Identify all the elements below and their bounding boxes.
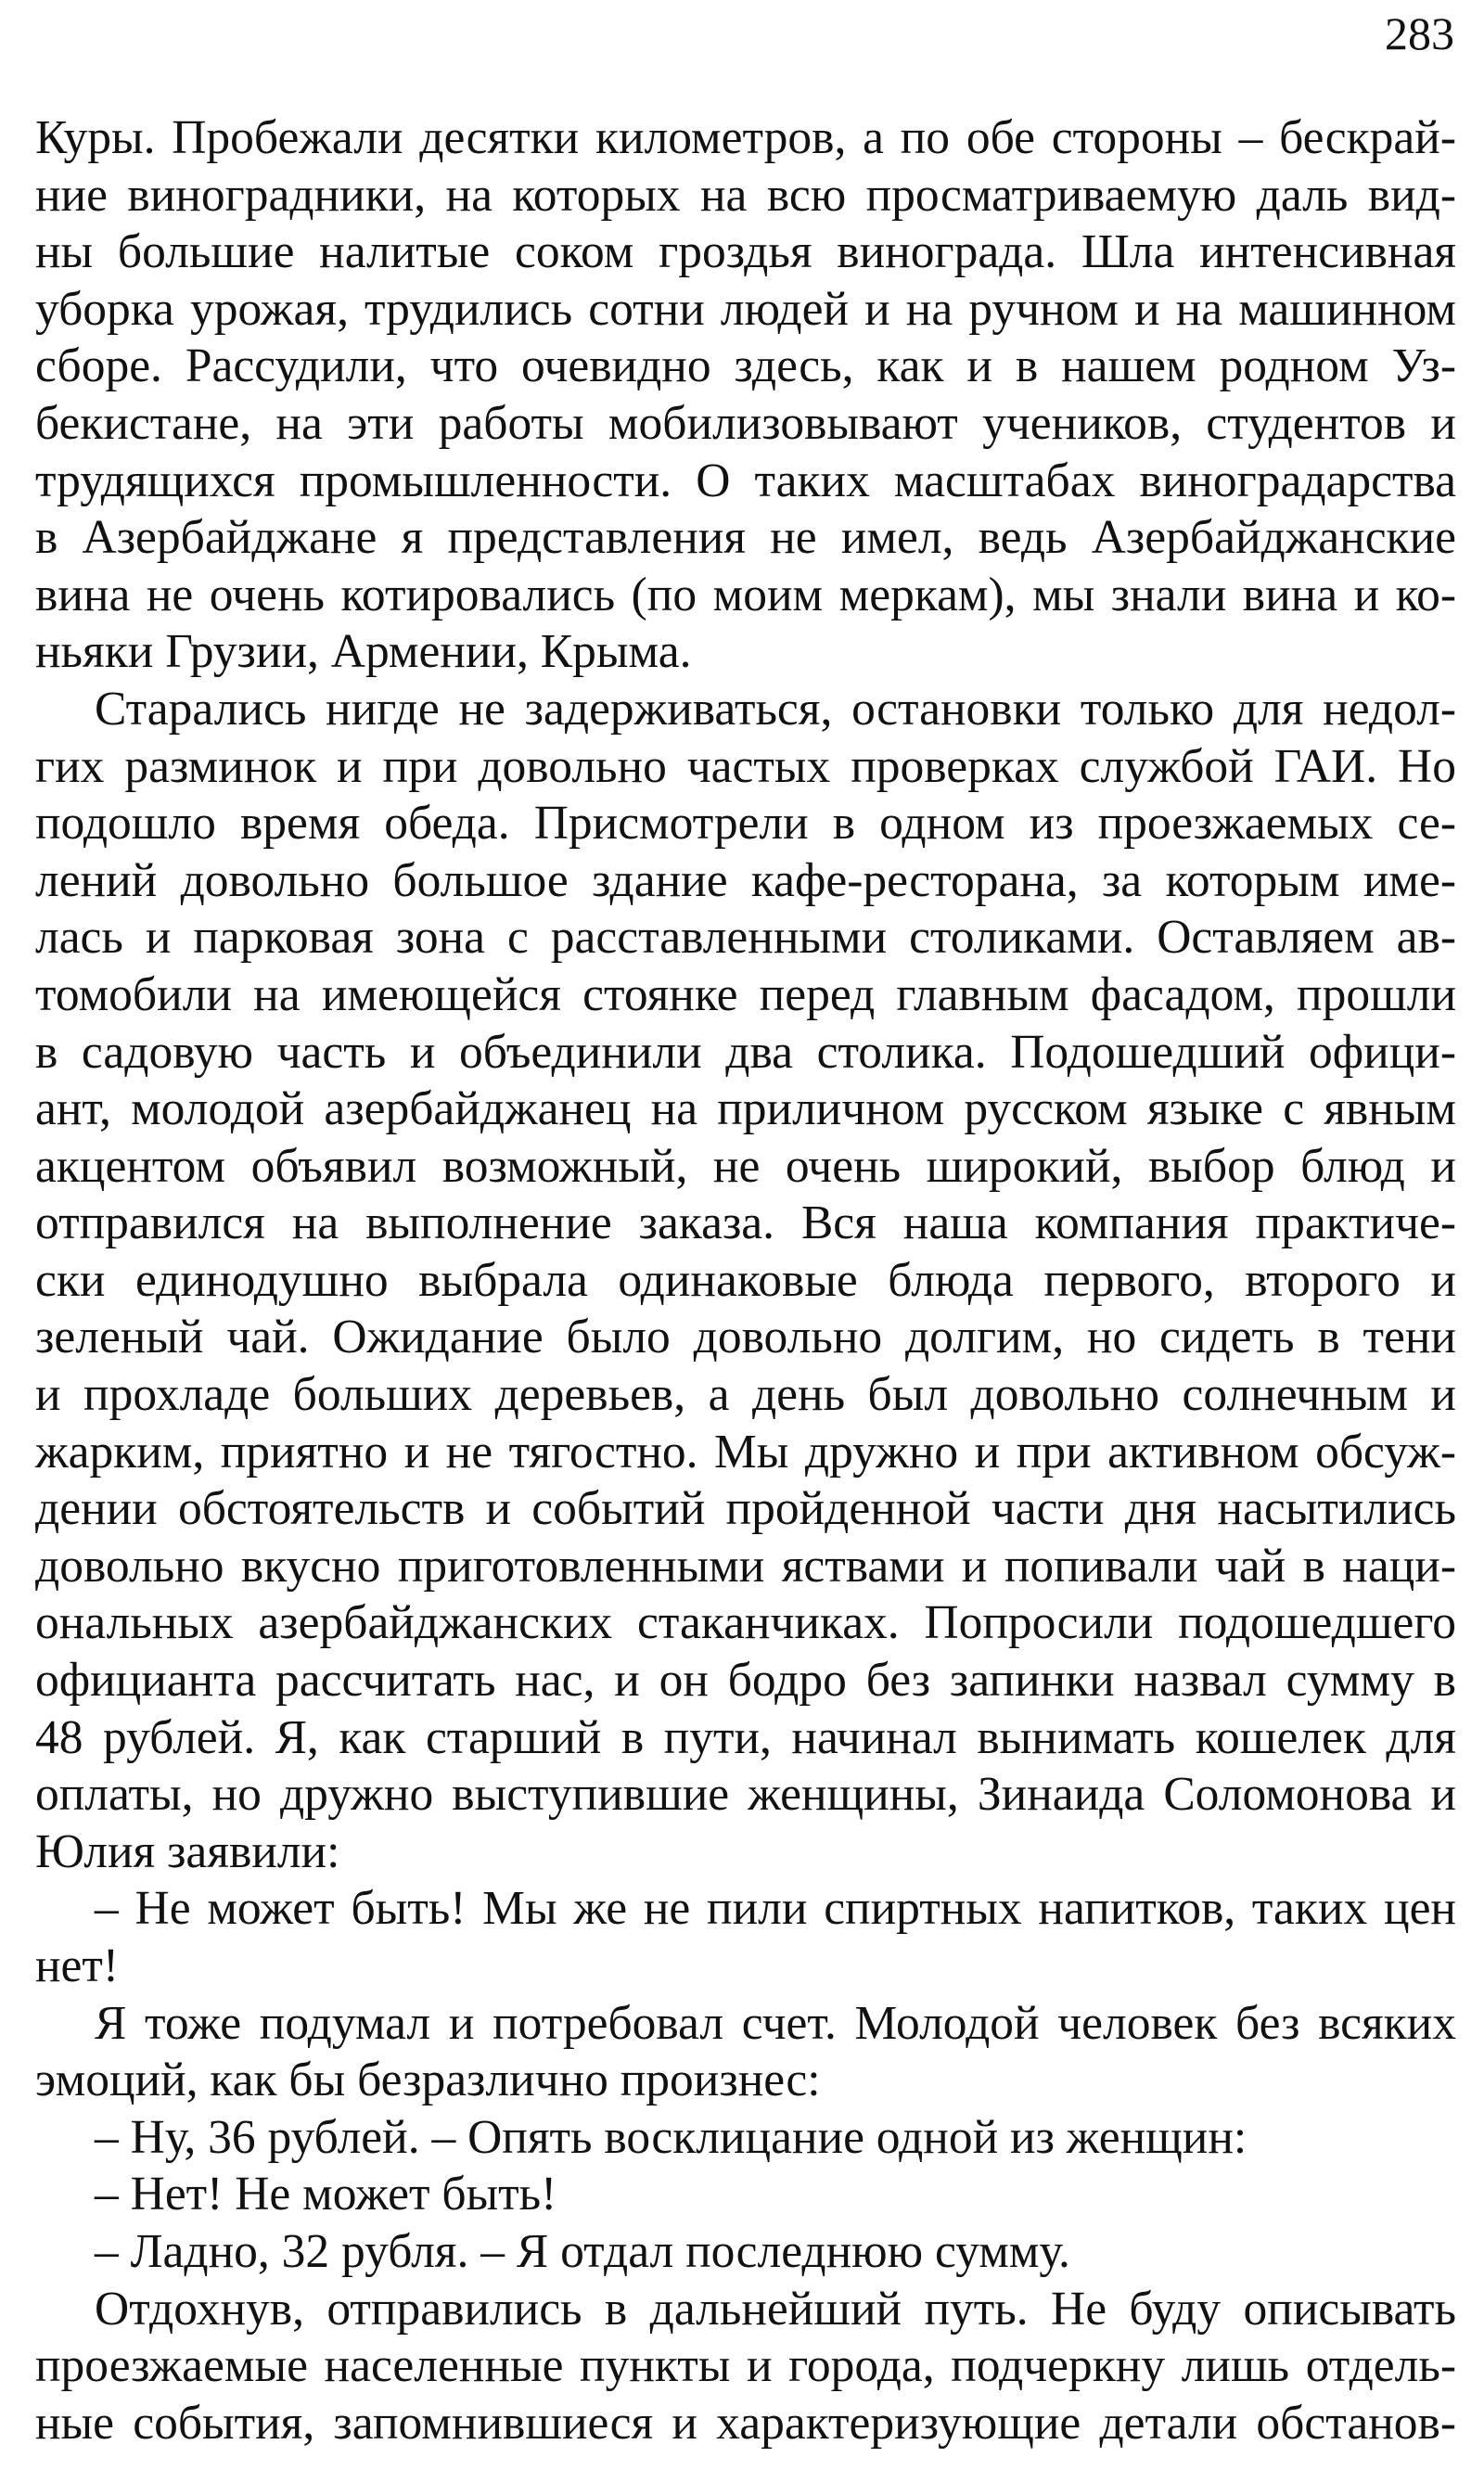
text-line: официанта рассчитать нас, и он бодро без запинки назвал сумму в xyxy=(35,1654,1456,1708)
page-number: 283 xyxy=(1385,7,1454,59)
text-line: и прохладе больших деревьев, а день был довольно солнечным и xyxy=(35,1368,1456,1422)
paragraph-start-line: Старались нигде не задерживаться, остановки только для недол- xyxy=(95,682,1456,736)
paragraph-start-line: Отдохнув, отправились в дальнейший путь. Не буду описывать xyxy=(95,2282,1456,2336)
text-line: нет! xyxy=(35,1939,120,1992)
text-line: ант, молодой азербайджанец на приличном русском языке с явным xyxy=(35,1082,1456,1136)
text-line: в Азербайджане я представления не имел, ведь Азербайджанские xyxy=(35,511,1456,565)
text-line: довольно вкусно приготовленными яствами и попивали чай в наци- xyxy=(35,1539,1456,1593)
text-line: в садовую часть и объединили два столика. Подошедший офици- xyxy=(35,1025,1456,1079)
text-line: бекистане, на эти работы мобилизовывают учеников, студентов и xyxy=(35,396,1456,450)
text-line: ние виноградники, на которых на всю просматриваемую даль вид- xyxy=(35,168,1456,222)
text-line: проезжаемые населенные пункты и города, подчеркну лишь отдель- xyxy=(35,2339,1456,2393)
paragraph-start-line: Я тоже подумал и потребовал счет. Молодой человек без всяких xyxy=(95,1996,1456,2050)
text-line: гих разминок и при довольно частых проверках службой ГАИ. Но xyxy=(35,739,1456,793)
dialogue-line: – Ладно, 32 рубля. – Я отдал последнюю сумму. xyxy=(95,2224,1070,2278)
text-line: ски единодушно выбрала одинаковые блюда первого, второго и xyxy=(35,1253,1456,1307)
text-line: подошло время обеда. Присмотрели в одном из проезжаемых се- xyxy=(35,797,1456,851)
text-line: вина не очень котировались (по моим меркам), мы знали вина и ко- xyxy=(35,568,1456,621)
body-text xyxy=(35,109,1456,2451)
text-line: Юлия заявили: xyxy=(35,1824,340,1878)
text-line: томобили на имеющейся стоянке перед главным фасадом, прошли xyxy=(35,967,1456,1021)
text-line: ньяки Грузии, Армении, Крыма. xyxy=(35,625,692,679)
text-line: ональных азербайджанских стаканчиках. Попросили подошедшего xyxy=(35,1596,1456,1650)
text-line: зеленый чай. Ожидание было довольно долгим, но сидеть в тени xyxy=(35,1311,1456,1364)
text-line: ные события, запомнившиеся и характеризующие детали обстанов- xyxy=(35,2396,1456,2450)
text-line: лась и парковая зона с расставленными столиками. Оставляем ав- xyxy=(35,911,1456,965)
text-line: ны большие налитые соком гроздья винограда. Шла интенсивная xyxy=(35,225,1456,279)
text-line: сборе. Рассудили, что очевидно здесь, как и в нашем родном Уз- xyxy=(35,339,1456,393)
text-line: трудящихся промышленности. О таких масштабах виноградарства xyxy=(35,454,1456,507)
dialogue-line: – Нет! Не может быть! xyxy=(95,2168,557,2221)
dialogue-line: – Не может быть! Мы же не пили спиртных напитков, таких цен xyxy=(95,1882,1456,1936)
text-line: жарким, приятно и не тягостно. Мы дружно и при активном обсуж- xyxy=(35,1425,1456,1478)
text-line: эмоций, как бы безразлично произнес: xyxy=(35,2054,821,2107)
text-line: уборка урожая, трудились сотни людей и на ручном и на машинном xyxy=(35,282,1456,336)
text-line: акцентом объявил возможный, не очень широкий, выбор блюд и xyxy=(35,1139,1456,1193)
text-line: лений довольно большое здание кафе-ресторана, за которым име- xyxy=(35,853,1456,907)
text-line: отправился на выполнение заказа. Вся наша компания практиче- xyxy=(35,1197,1456,1250)
dialogue-line: – Ну, 36 рублей. – Опять восклицание одной из женщин: xyxy=(95,2110,1247,2164)
text-line: дении обстоятельств и событий пройденной части дня насытились xyxy=(35,1482,1456,1536)
text-line: 48 рублей. Я, как старший в пути, начинал вынимать кошелек для xyxy=(35,1710,1456,1764)
text-line: оплаты, но дружно выступившие женщины, Зинаида Соломонова и xyxy=(35,1768,1456,1822)
text-line: Куры. Пробежали десятки километров, а по обе стороны – бескрай- xyxy=(35,111,1456,164)
